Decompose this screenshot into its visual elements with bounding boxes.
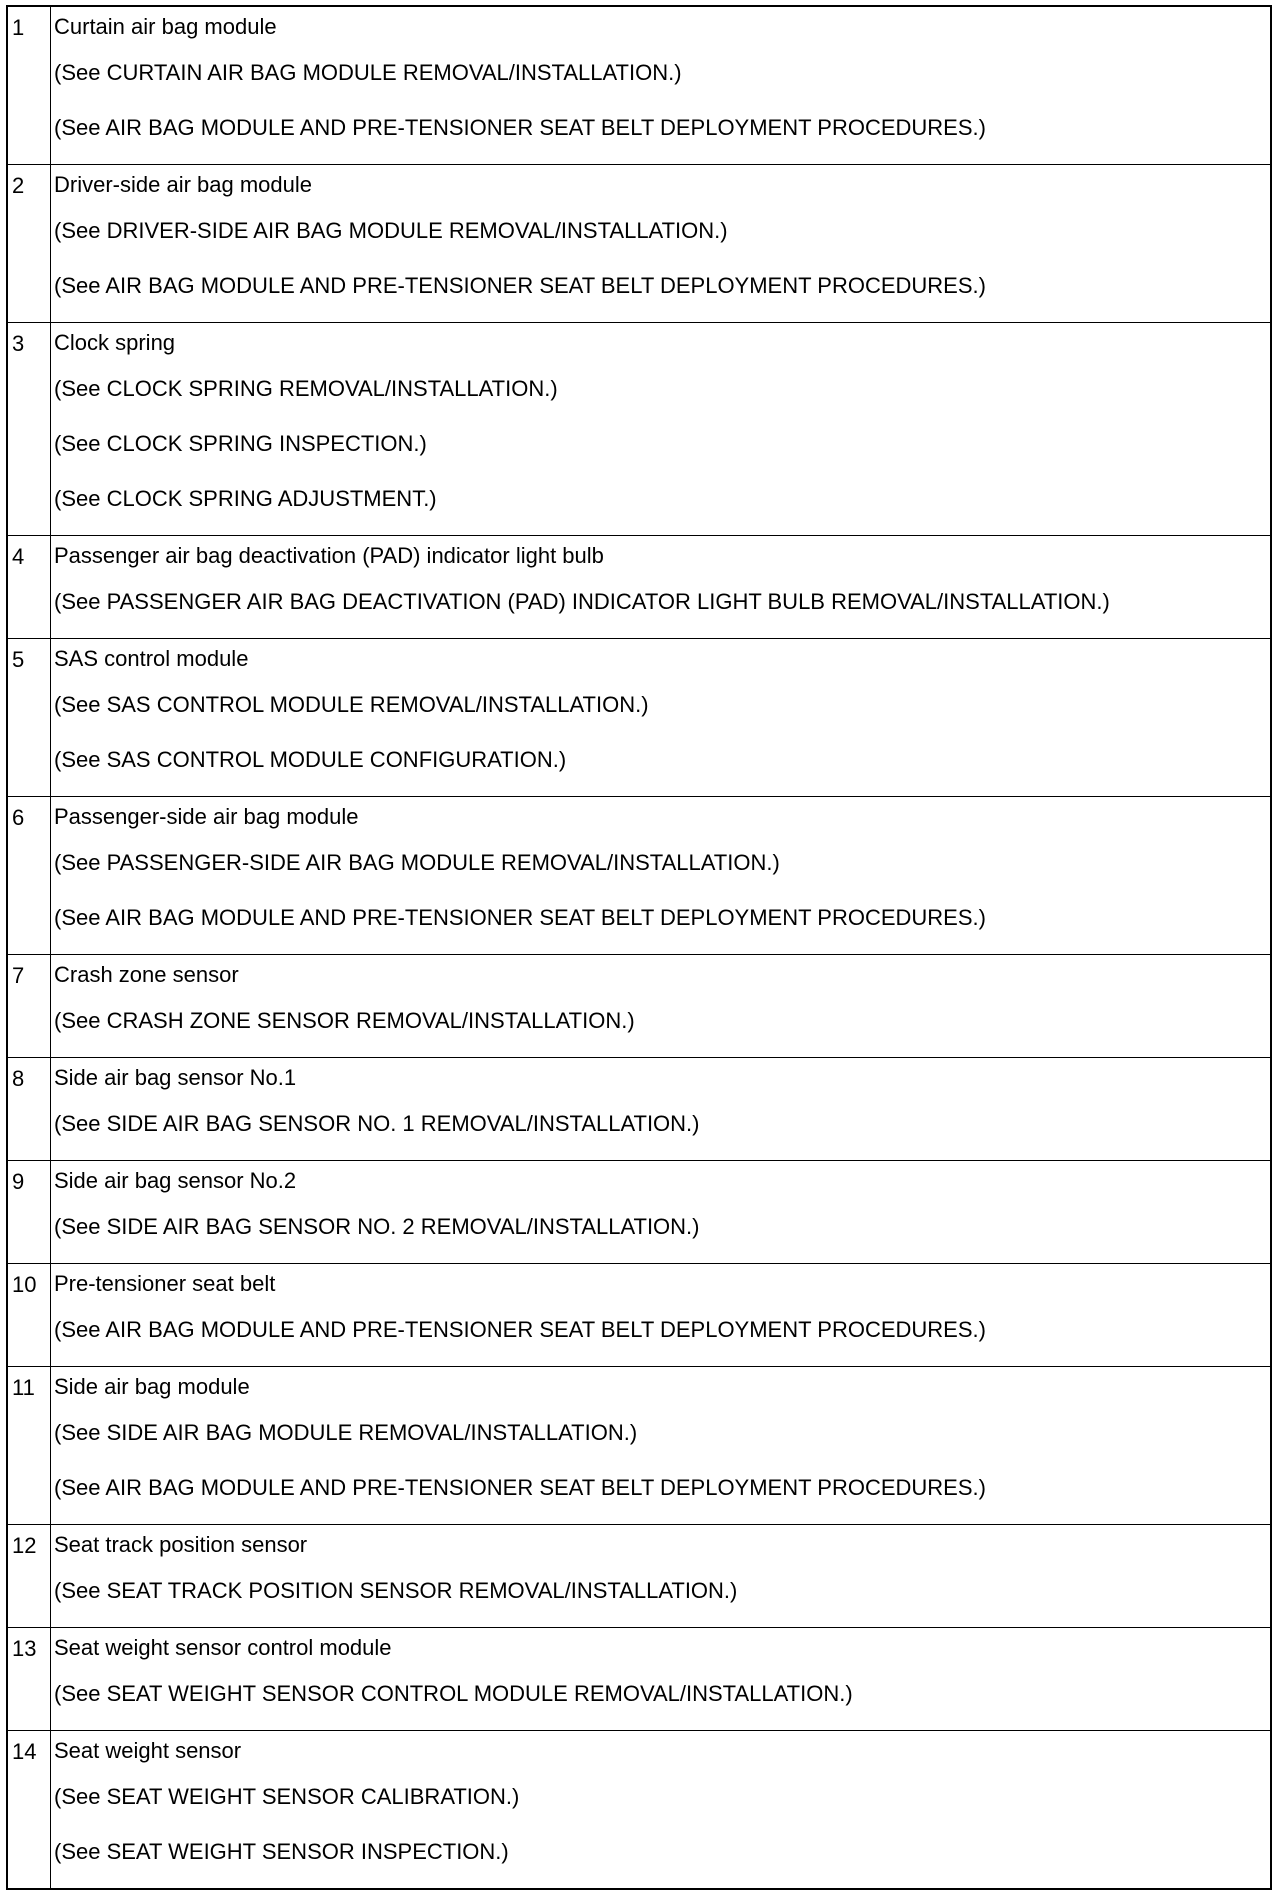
procedure-reference: (See SEAT WEIGHT SENSOR CONTROL MODULE REMOVAL/INSTALLATION.)	[54, 1681, 853, 1706]
item-number: 9	[7, 1161, 51, 1264]
procedure-reference: (See PASSENGER AIR BAG DEACTIVATION (PAD) INDICATOR LIGHT BULB REMOVAL/INSTALLATION.)	[54, 589, 1110, 614]
item-content	[51, 6, 1272, 165]
component-name: Side air bag sensor No.1	[54, 1065, 297, 1090]
table-row	[7, 536, 1271, 639]
item-content	[51, 1058, 1272, 1161]
procedure-reference: (See SEAT WEIGHT SENSOR INSPECTION.)	[54, 1839, 509, 1864]
procedure-reference: (See SAS CONTROL MODULE CONFIGURATION.)	[54, 747, 567, 772]
table-row	[7, 165, 1271, 323]
item-number: 3	[7, 323, 51, 536]
component-name: Side air bag module	[54, 1374, 250, 1399]
table-row	[7, 1731, 1271, 1890]
procedure-reference: (See SIDE AIR BAG MODULE REMOVAL/INSTALLATION.)	[54, 1420, 638, 1445]
procedure-reference: (See CLOCK SPRING REMOVAL/INSTALLATION.)	[54, 376, 558, 401]
component-name: Seat weight sensor control module	[54, 1635, 392, 1660]
component-name: Driver-side air bag module	[54, 172, 312, 197]
item-number: 4	[7, 536, 51, 639]
item-number: 7	[7, 955, 51, 1058]
procedure-reference: (See SAS CONTROL MODULE REMOVAL/INSTALLATION.)	[54, 692, 649, 717]
procedure-reference: (See CURTAIN AIR BAG MODULE REMOVAL/INSTALLATION.)	[54, 60, 682, 85]
procedure-reference: (See CLOCK SPRING INSPECTION.)	[54, 431, 427, 456]
table-row	[7, 797, 1271, 955]
procedure-reference: (See SEAT TRACK POSITION SENSOR REMOVAL/INSTALLATION.)	[54, 1578, 738, 1603]
item-content	[51, 536, 1272, 639]
table-row	[7, 1367, 1271, 1525]
procedure-reference: (See CRASH ZONE SENSOR REMOVAL/INSTALLATION.)	[54, 1008, 635, 1033]
item-content	[51, 639, 1272, 797]
item-content	[51, 955, 1272, 1058]
item-content	[51, 1525, 1272, 1628]
table-row	[7, 323, 1271, 536]
component-name: Passenger air bag deactivation (PAD) indicator light bulb	[54, 543, 604, 568]
item-content	[51, 1731, 1272, 1890]
procedure-reference: (See SIDE AIR BAG SENSOR NO. 2 REMOVAL/INSTALLATION.)	[54, 1214, 700, 1239]
component-table	[6, 5, 1272, 1890]
item-content	[51, 165, 1272, 323]
table-row	[7, 6, 1271, 165]
item-number: 8	[7, 1058, 51, 1161]
table-row	[7, 639, 1271, 797]
item-content	[51, 1161, 1272, 1264]
table-row	[7, 1264, 1271, 1367]
table-row	[7, 1161, 1271, 1264]
item-number: 12	[7, 1525, 51, 1628]
table-row	[7, 955, 1271, 1058]
component-name: Seat weight sensor	[54, 1738, 242, 1763]
procedure-reference: (See AIR BAG MODULE AND PRE-TENSIONER SEAT BELT DEPLOYMENT PROCEDURES.)	[54, 1475, 986, 1500]
item-number: 2	[7, 165, 51, 323]
item-number: 1	[7, 6, 51, 165]
procedure-reference: (See AIR BAG MODULE AND PRE-TENSIONER SEAT BELT DEPLOYMENT PROCEDURES.)	[54, 273, 986, 298]
component-reference-document	[6, 5, 1272, 1864]
item-number: 14	[7, 1731, 51, 1890]
table-row	[7, 1058, 1271, 1161]
item-content	[51, 323, 1272, 536]
component-name: Passenger-side air bag module	[54, 804, 359, 829]
item-content	[51, 1628, 1272, 1731]
item-content	[51, 1264, 1272, 1367]
procedure-reference: (See SEAT WEIGHT SENSOR CALIBRATION.)	[54, 1784, 520, 1809]
component-name: SAS control module	[54, 646, 249, 671]
component-name: Side air bag sensor No.2	[54, 1168, 297, 1193]
item-number: 6	[7, 797, 51, 955]
item-content	[51, 797, 1272, 955]
component-name: Curtain air bag module	[54, 14, 277, 39]
component-table-body	[7, 6, 1271, 1889]
procedure-reference: (See SIDE AIR BAG SENSOR NO. 1 REMOVAL/INSTALLATION.)	[54, 1111, 700, 1136]
procedure-reference: (See CLOCK SPRING ADJUSTMENT.)	[54, 486, 437, 511]
procedure-reference: (See PASSENGER-SIDE AIR BAG MODULE REMOVAL/INSTALLATION.)	[54, 850, 780, 875]
item-content	[51, 1367, 1272, 1525]
table-row	[7, 1525, 1271, 1628]
procedure-reference: (See AIR BAG MODULE AND PRE-TENSIONER SEAT BELT DEPLOYMENT PROCEDURES.)	[54, 115, 986, 140]
table-row	[7, 1628, 1271, 1731]
component-name: Seat track position sensor	[54, 1532, 308, 1557]
item-number: 5	[7, 639, 51, 797]
procedure-reference: (See DRIVER-SIDE AIR BAG MODULE REMOVAL/INSTALLATION.)	[54, 218, 728, 243]
procedure-reference: (See AIR BAG MODULE AND PRE-TENSIONER SEAT BELT DEPLOYMENT PROCEDURES.)	[54, 905, 986, 930]
component-name: Crash zone sensor	[54, 962, 239, 987]
item-number: 11	[7, 1367, 51, 1525]
item-number: 13	[7, 1628, 51, 1731]
component-name: Clock spring	[54, 330, 176, 355]
item-number: 10	[7, 1264, 51, 1367]
component-name: Pre-tensioner seat belt	[54, 1271, 276, 1296]
procedure-reference: (See AIR BAG MODULE AND PRE-TENSIONER SEAT BELT DEPLOYMENT PROCEDURES.)	[54, 1317, 986, 1342]
